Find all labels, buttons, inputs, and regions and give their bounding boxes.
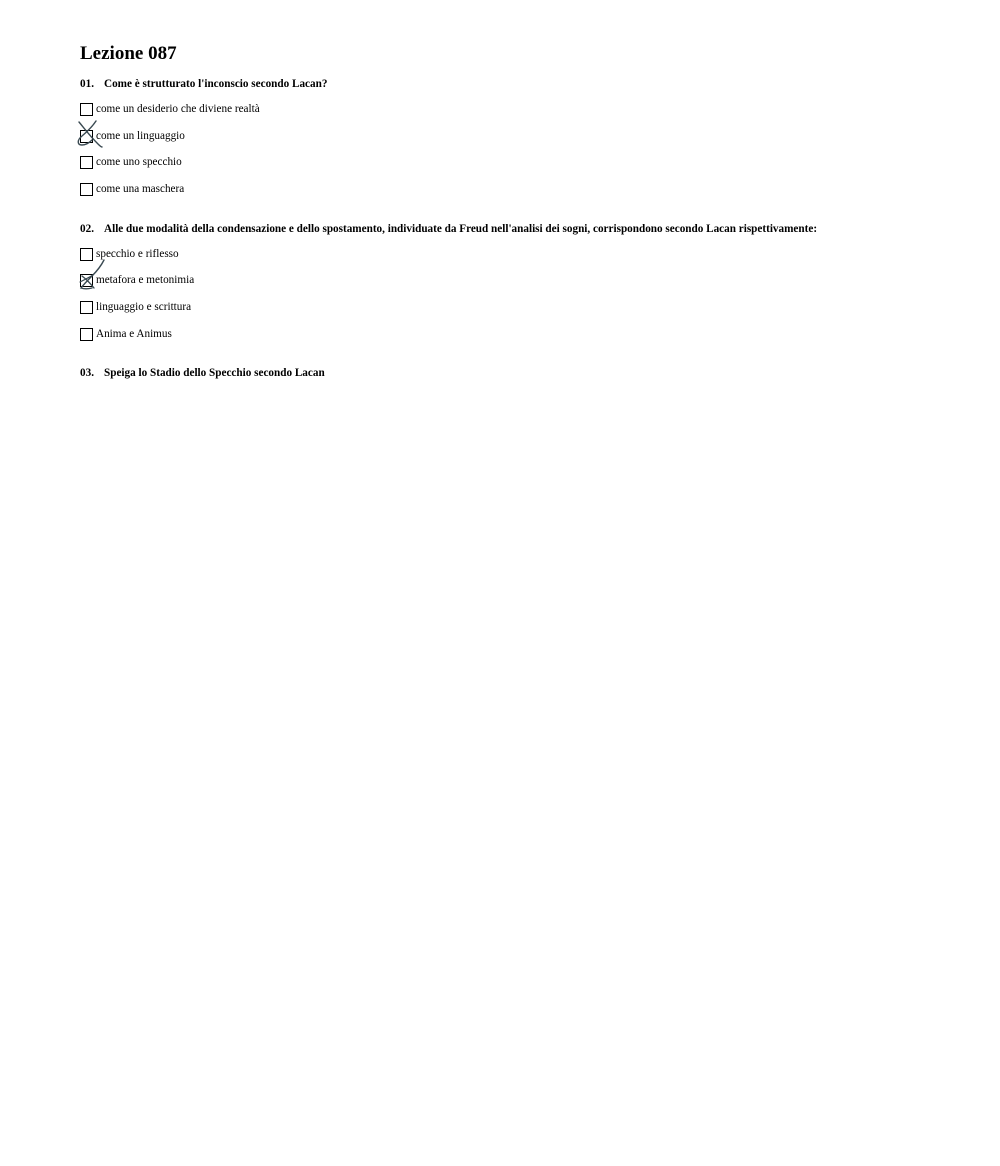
option-label: specchio e riflesso: [96, 248, 179, 260]
lesson-title: Lezione 087: [80, 43, 177, 64]
option-q2-a[interactable]: [80, 246, 179, 262]
question-number: 02.: [80, 223, 94, 235]
question-number: 01.: [80, 78, 94, 90]
checkbox[interactable]: [80, 301, 93, 314]
option-label: come un linguaggio: [96, 130, 185, 142]
option-q1-d[interactable]: [80, 181, 184, 197]
option-label: come un desiderio che diviene realtà: [96, 103, 260, 115]
checkbox[interactable]: [80, 328, 93, 341]
question-02: [80, 222, 817, 236]
checkbox[interactable]: [80, 103, 93, 116]
checkbox-checked[interactable]: [80, 130, 93, 143]
option-q1-b[interactable]: [80, 128, 185, 144]
option-q2-d[interactable]: [80, 326, 172, 342]
question-text: Speiga lo Stadio dello Specchio secondo Lacan: [104, 367, 325, 379]
option-q2-b[interactable]: [80, 272, 194, 288]
question-01: [80, 77, 327, 91]
question-number: 03.: [80, 367, 94, 379]
checkbox[interactable]: [80, 156, 93, 169]
question-03: [80, 366, 325, 380]
checkbox[interactable]: [80, 248, 93, 261]
checkbox-checked[interactable]: [80, 274, 93, 287]
option-q1-c[interactable]: [80, 154, 182, 170]
option-label: metafora e metonimia: [96, 274, 195, 286]
option-label: come uno specchio: [96, 156, 182, 168]
option-label: come una maschera: [96, 183, 185, 195]
checkbox[interactable]: [80, 183, 93, 196]
option-label: linguaggio e scrittura: [96, 301, 192, 313]
option-q1-a[interactable]: [80, 101, 260, 117]
question-text: Alle due modalità della condensazione e dello spostamento, individuate da Freud nell'analisi dei sogni, corrispondono secondo Lacan rispettivamente:: [104, 223, 818, 235]
option-q2-c[interactable]: [80, 299, 191, 315]
option-label: Anima e Animus: [96, 328, 172, 340]
question-text: Come è strutturato l'inconscio secondo Lacan?: [104, 78, 328, 90]
